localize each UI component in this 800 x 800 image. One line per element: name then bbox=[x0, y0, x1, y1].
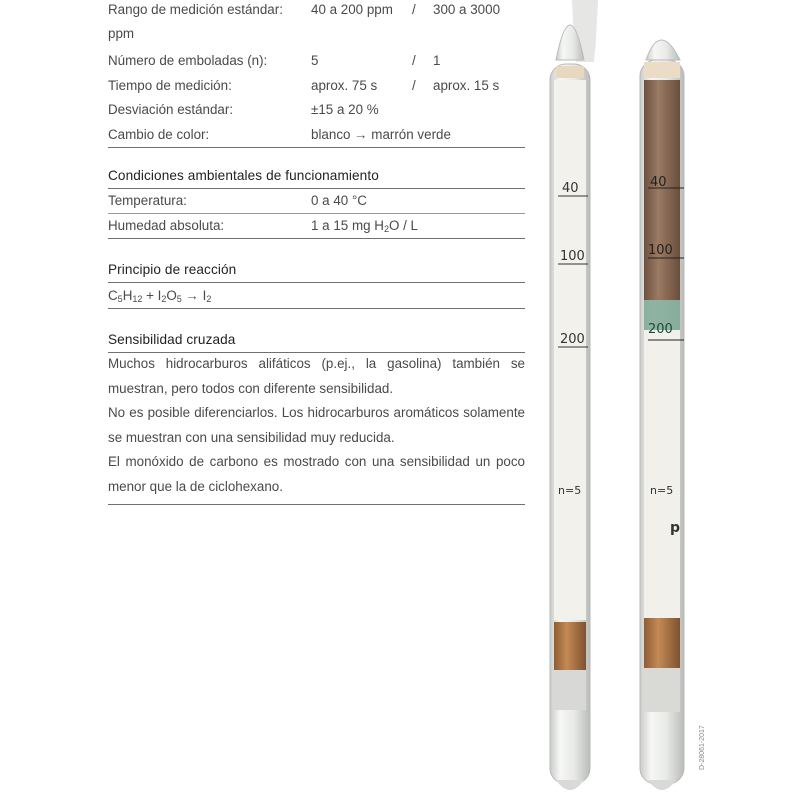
cross-paragraph-2: No es posible diferenciarlos. Los hidrocarburos aromáticos solamente se muestran con una sensibilidad muy reducida. bbox=[108, 405, 525, 445]
spec-value: aprox. 75 s bbox=[311, 77, 378, 93]
ambient-value: 0 a 40 °C bbox=[311, 193, 367, 208]
scale-mark-40-used: 40 bbox=[650, 175, 667, 190]
spec-row-color-change bbox=[108, 123, 525, 149]
scale-mark-100-used: 100 bbox=[648, 243, 673, 258]
scale-mark-200-used: 200 bbox=[648, 322, 673, 337]
scale-mark-200: 200 bbox=[560, 332, 585, 347]
spec-value: ±15 a 20 % bbox=[311, 102, 379, 117]
spec-row-time bbox=[108, 74, 525, 99]
spec-value-wrap: ppm bbox=[108, 26, 135, 41]
tube-unused bbox=[550, 0, 602, 790]
strokes-mark: n=5 bbox=[558, 484, 582, 497]
section-heading-reaction: Principio de reacción bbox=[108, 260, 525, 283]
section-heading-cross: Sensibilidad cruzada bbox=[108, 330, 525, 353]
spec-row-strokes bbox=[108, 49, 525, 74]
spec-label: Rango de medición estándar: bbox=[108, 2, 283, 17]
strokes-mark-used: n=5 bbox=[650, 484, 674, 497]
spec-value-alt: 300 a 3000 bbox=[433, 2, 501, 17]
spec-value: 40 a 200 ppm bbox=[311, 2, 393, 17]
document-code: D-28061-2017 bbox=[699, 725, 706, 770]
spec-value: 5 bbox=[311, 53, 319, 68]
spec-table bbox=[108, 0, 525, 148]
ambient-row-humidity bbox=[108, 214, 525, 239]
ambient-label: Temperatura: bbox=[108, 193, 187, 208]
ambient-value: 1 a 15 mg $H_2O$ / L bbox=[311, 218, 418, 234]
spec-value-alt: aprox. 15 s bbox=[433, 77, 500, 93]
spec-label: Desviación estándar: bbox=[108, 102, 234, 117]
section-heading-ambient: Condiciones ambientales de funcionamiento bbox=[108, 166, 525, 189]
cross-paragraph-3: El monóxido de carbono es mostrado con una sensibilidad un poco menor que la de ciclohexano. bbox=[108, 454, 525, 494]
tube-used bbox=[640, 40, 684, 790]
spec-label: Número de emboladas (n): bbox=[108, 53, 268, 68]
ambient-table bbox=[108, 189, 525, 239]
spec-value: blanco → marrón verde bbox=[311, 126, 451, 142]
scale-mark-40: 40 bbox=[562, 181, 579, 196]
spec-row-deviation bbox=[108, 98, 525, 123]
detector-tubes-illustration bbox=[530, 0, 730, 800]
spec-separator: / bbox=[412, 53, 416, 68]
cross-sensitivity-text bbox=[108, 352, 525, 505]
spec-separator: / bbox=[412, 77, 416, 93]
unit-mark: p bbox=[670, 520, 681, 536]
cross-paragraph-1: Muchos hidrocarburos alifáticos (p.ej., la gasolina) también se muestran, pero todos con diferente sensibilidad. bbox=[108, 356, 525, 396]
spec-separator: / bbox=[412, 2, 416, 17]
spec-row-range bbox=[108, 0, 525, 49]
ambient-label: Humedad absoluta: bbox=[108, 218, 225, 233]
reaction-formula: $C_5H_{12} + I_2O_5 \to I_2$ bbox=[108, 284, 525, 309]
spec-label: Tiempo de medición: bbox=[108, 77, 232, 93]
ambient-row-temperature bbox=[108, 189, 525, 214]
spec-label: Cambio de color: bbox=[108, 126, 210, 142]
spec-value-alt: 1 bbox=[433, 53, 441, 68]
scale-mark-100: 100 bbox=[560, 249, 585, 264]
